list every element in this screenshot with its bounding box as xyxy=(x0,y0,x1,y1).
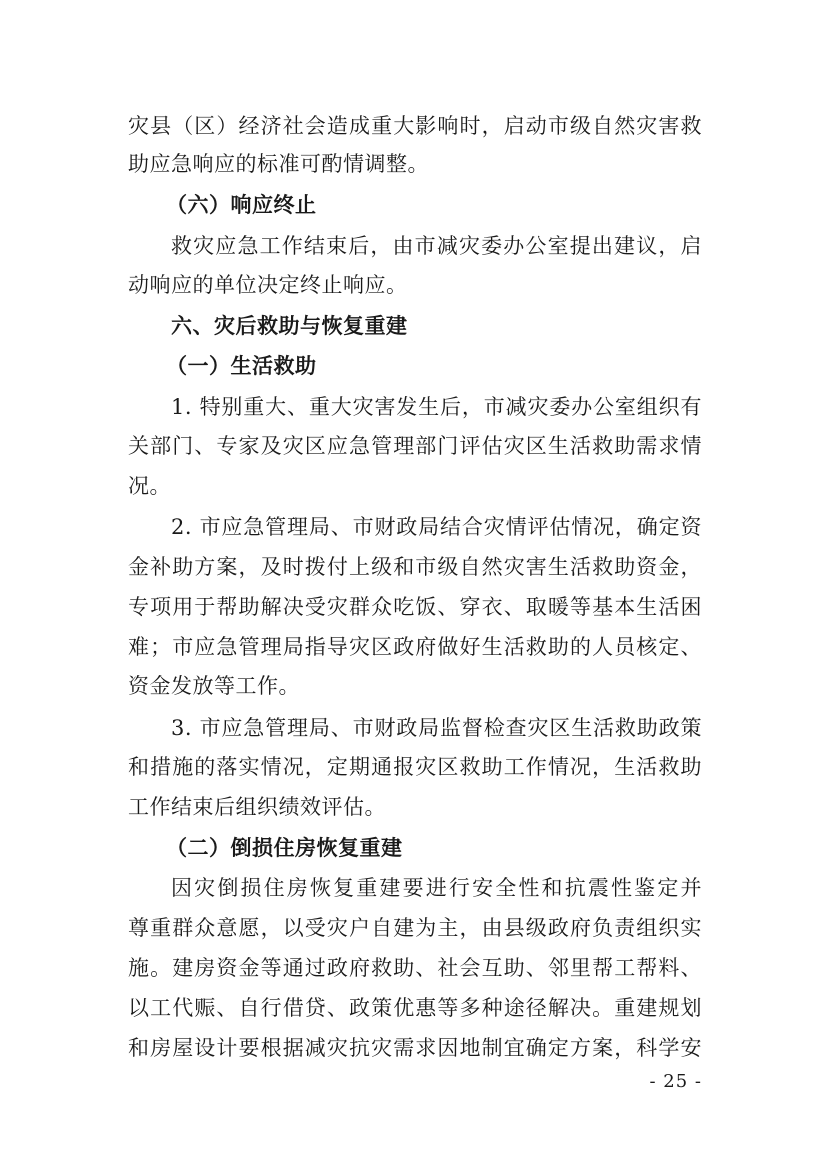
body-text-line: 和措施的落实情况，定期通报灾区救助工作情况，生活救助 xyxy=(128,755,702,779)
body-text-line: 1. 特别重大、重大灾害发生后，市减灾委办公室组织有 xyxy=(171,395,702,419)
body-text-line: 因灾倒损住房恢复重建要进行安全性和抗震性鉴定并 xyxy=(171,876,702,900)
body-text-line: 况。 xyxy=(128,474,171,498)
chapter-heading: 六、灾后救助与恢复重建 xyxy=(171,314,408,338)
page-number: - 25 - xyxy=(649,1071,702,1092)
body-text-line: 难；市应急管理局指导灾区政府做好生活救助的人员核定、 xyxy=(128,635,702,659)
body-text-line: 关部门、专家及灾区应急管理部门评估灾区生活救助需求情 xyxy=(128,434,702,458)
body-text-line: 尊重群众意愿，以受灾户自建为主，由县级政府负责组织实 xyxy=(128,916,702,940)
section-heading: （六）响应终止 xyxy=(166,193,317,217)
body-text-line: 金补助方案，及时拨付上级和市级自然灾害生活救助资金， xyxy=(128,555,702,579)
body-text-line: 灾县（区）经济社会造成重大影响时，启动市级自然灾害救 xyxy=(128,114,702,138)
body-text-line: 3. 市应急管理局、市财政局监督检查灾区生活救助政策 xyxy=(171,716,702,740)
section-heading: （一）生活救助 xyxy=(166,354,317,378)
body-text-line: 和房屋设计要根据减灾抗灾需求因地制宜确定方案，科学安 xyxy=(128,1036,702,1060)
body-text-line: 施。建房资金等通过政府救助、社会互助、邻里帮工帮料、 xyxy=(128,956,702,980)
body-text-line: 资金发放等工作。 xyxy=(128,674,300,698)
body-text-line: 救灾应急工作结束后，由市减灾委办公室提出建议，启 xyxy=(171,234,702,258)
body-text-line: 以工代赈、自行借贷、政策优惠等多种途径解决。重建规划 xyxy=(128,996,702,1020)
body-text-line: 助应急响应的标准可酌情调整。 xyxy=(128,152,429,176)
body-text-line: 2. 市应急管理局、市财政局结合灾情评估情况，确定资 xyxy=(171,515,702,539)
body-text-line: 工作结束后组织绩效评估。 xyxy=(128,795,386,819)
body-text-line: 专项用于帮助解决受灾群众吃饭、穿衣、取暖等基本生活困 xyxy=(128,595,702,619)
section-heading: （二）倒损住房恢复重建 xyxy=(166,836,403,860)
body-text-line: 动响应的单位决定终止响应。 xyxy=(128,273,408,297)
